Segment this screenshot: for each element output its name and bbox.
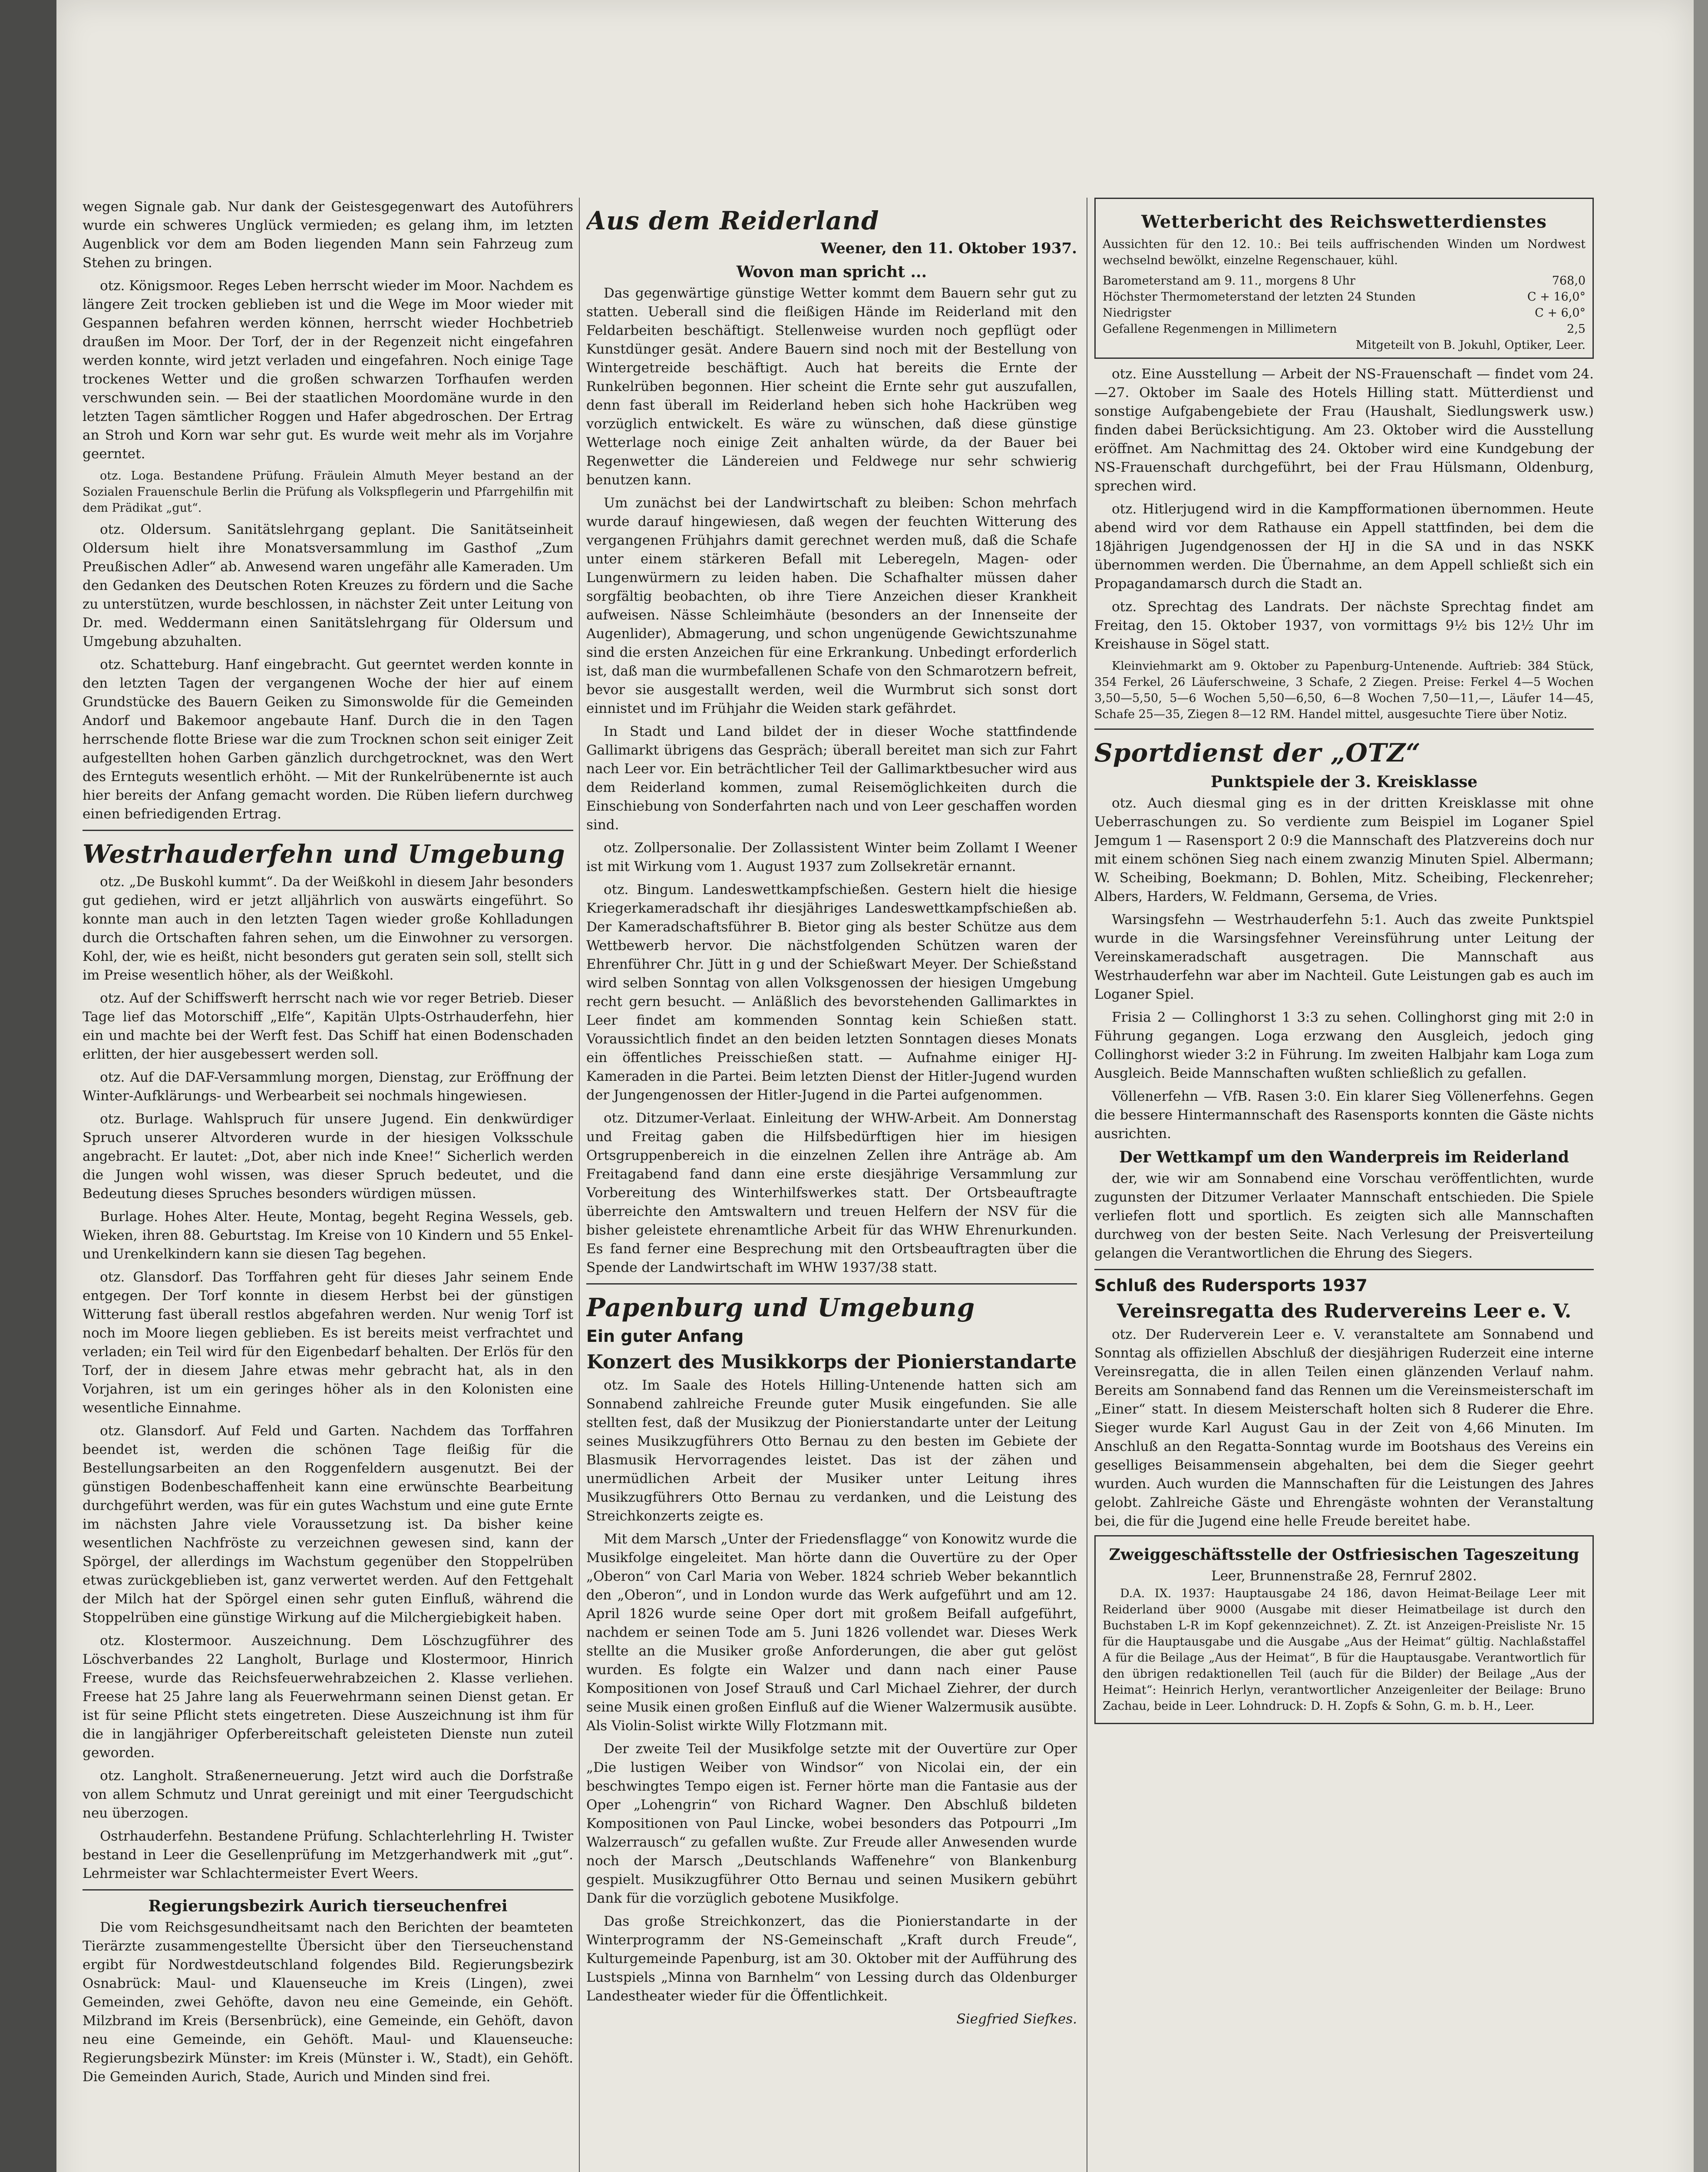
article-text: otz. Königsmoor. Reges Leben herrscht wieder im Moor. Nachdem es längere Zeit trocken geblieben ist und die Wege im Moor wieder mit Gespannen befahren werden können, herrscht wieder Hochbetrieb draußen im Moor. Der Torf, der in der Regenzeit nicht eingefahren werden konnte, wird jetzt verladen und eingefahren. Noch einige Tage trockenes Wetter und die großen schwarzen Torfhaufen werden verschwunden sein. — Bei der staatlichen Moordomäne wurde in den letzten Tagen sämtlicher Roggen und Hafer abgedroschen. Der Ertrag an Stroh und Korn war sehr gut. Es wurde weit mehr als im Vorjahre geerntet. [83, 278, 573, 462]
headline: Vereinsregatta des Rudervereins Leer e. V. [1117, 1300, 1572, 1322]
article-text: otz. Langholt. Straßenerneuerung. Jetzt wird auch die Dorfstraße von allem Schmutz und Unrat gereinigt und mit einer Teergudschicht neu überzogen. [83, 1768, 573, 1821]
subheading: Der Wettkampf um den Wanderpreis im Reiderland [1119, 1148, 1569, 1166]
signature: Siegfried Siefkes. [956, 2011, 1077, 2027]
section-heading: Westrhauderfehn und Umgebung [83, 839, 565, 869]
kicker: Ein guter Anfang [586, 1327, 744, 1346]
article-text: Völlenerfehn — VfB. Rasen 3:0. Ein klarer Sieg Völlenerfehns. Gegen die bessere Hintermannschaft des Rasensports konnten die Gäste nichts ausrichten. [1094, 1089, 1594, 1142]
article-text: Das gegenwärtige günstige Wetter kommt dem Bauern sehr gut zu statten. Ueberall sind die fleißigen Hände im Reiderland mit den Feldarbeiten beschäftigt. Stellenweise wurden noch gepflügt oder Kunstdünger gesät. Andere Bauern sind noch mit der Bestellung von Wintergetreide beschäftigt. Auch hat bereits die Ernte der Runkelrüben begonnen. Hier scheint die Ernte sehr gut auszufallen, denn fast überall im Reiderland heben sich hohe Hackrüben weg vorzüglich entwickelt. Es wäre zu wünschen, daß diese günstige Wetterlage noch einige Zeit anhalten würde, da der Bauer bei Regenwetter die Ländereien und Feldwege nur sehr schwierig benutzen kann. [586, 285, 1077, 488]
weather-row: Barometerstand am 9. 11., morgens 8 Uhr 768,0 [1103, 274, 1586, 288]
weather-row: Niedrigster C + 6,0° [1103, 306, 1586, 320]
article-text: Mit dem Marsch „Unter der Friedensflagge“ von Konowitz wurde die Musikfolge eingeleitet. Man hörte dann die Ouvertüre zu der Oper „Oberon“ von Carl Maria von Weber. 1824 schrieb Weber bekanntlich den „Oberon“, und in London wurde das Werk aufgeführt und am 12. April 1826 wurde seine Oper dort mit großem Beifall aufgeführt, nachdem er seinen Tode am 5. Juni 1826 vollendet war. Dieses Werk stellte an die Musiker große Anforderungen, die aber gut gelöst wurden. Es folgte ein Walzer und dann nach einer Pause Kompositionen von Josef Strauß und Carl Michael Ziehrer, der durch seine Musik einen großen Einfluß auf die Wiener Walzermusik ausübte. Als Violin-Solist wirkte Willy Flotzmann mit. [586, 1531, 1077, 1734]
column-rule [579, 198, 580, 2172]
article-text: otz. Glansdorf. Das Torffahren geht für dieses Jahr seinem Ende entgegen. Der Torf konnte in diesem Herbst bei der günstigen Witterung fast überall restlos abgefahren werden. Nur wenig Torf ist noch im Moore liegen geblieben. Es ist bereits meist verfrachtet und verladen; ein Teil wird für den Eigenbedarf behalten. Der Erlös für den Torf, der in diesem Jahre etwas mehr gebracht hat, als in den Vorjahren, ist um ein geringes höher als in den Kolonisten eine wesentliche Einnahme. [83, 1269, 573, 1416]
market-report: Kleinviehmarkt am 9. Oktober zu Papenburg-Untenende. Auftrieb: 384 Stück, 354 Ferkel, 26 Läuferschweine, 3 Schafe, 2 Ziegen. Preise: Ferkel 4—5 Wochen 3,50—5,50, 5—6 Wochen 5,50—6,50, 6—8 Wochen 7,50—11,—, Läufer 14—45, Schafe 25—35, Ziegen 8—12 RM. Handel mittel, ausgesuchte Tiere über Notiz. [1094, 659, 1594, 721]
dateline: Weener, den 11. Oktober 1937. [820, 240, 1077, 257]
article-text: otz. Ditzumer-Verlaat. Einleitung der WHW-Arbeit. Am Donnerstag und Freitag gaben die Hilfsbedürftigen hier im hiesigen Ortsgruppenbereich in die einzelnen Zellen ihre Anträge ab. Am Freitagabend fand dann eine erste diesjährige Versammlung zur Vorbereitung des Winterhilfswerkes statt. Der Ortsbeauftragte überreichte den Amtswaltern und treuen Helfern der NSV für die bisher geleistete ehrenamtliche Arbeit für das WHW Ehrenurkunden. Es fand ferner eine Besprechung mit den Ortsbeauftragten über die Spende der Landwirtschaft im WHW 1937/38 statt. [586, 1110, 1077, 1275]
weather-box [1094, 198, 1594, 359]
column-3 [1094, 198, 1594, 2172]
article-text: Frisia 2 — Collinghorst 1 3:3 zu sehen. Collinghorst ging mit 2:0 in Führung gegangen. Loga erzwang den Ausgleich, jedoch ging Collinghorst wieder 3:2 in Führung. Im zweiten Halbjahr kam Loga zum Ausgleich. Beide Mannschaften wußten schließlich zu gefallen. [1094, 1010, 1594, 1081]
article-text: otz. Auch diesmal ging es in der dritten Kreisklasse mit ohne Ueberraschungen zu. So verdiente zum Beispiel im Loganer Spiel Jemgum 1 — Rasensport 2 0:9 die Mannschaft des Platzvereins doch nur mit einem schönen Sieg nach einem zwanzig Minuten Spiel. Albermann; W. Scheibing, Boekmann; D. Bohlen, Mitz. Scheibing, Fleckenreher; Albers, Harders, W. Feldmann, Gersema, de Vries. [1094, 795, 1594, 904]
article-text: otz. Auf die DAF-Versammlung morgen, Dienstag, zur Eröffnung der Winter-Aufklärungs- und Werbearbeit sei nochmals hingewiesen. [83, 1069, 573, 1104]
divider [586, 1283, 1077, 1285]
article-text: otz. Auf der Schiffswerft herrscht nach wie vor reger Betrieb. Dieser Tage lief das Motorschiff „Elfe“, Kapitän Ulpts-Ostrhauderfehn, hier ein und machte bei der Werft fest. Das Schiff hat einen Bodenschaden erlitten, der hier ausgebessert werden soll. [83, 990, 573, 1062]
article-text: otz. Burlage. Wahlspruch für unsere Jugend. Ein denkwürdiger Spruch unserer Altvorderen wurde in der hiesigen Volksschule angebracht. Er lautet: „Dot, aber nich inde Knee!“ Sicherlich werden die Jungen wohl wissen, was dieser Spruch bedeutet, und die Bedeutung dieses Spruches besonders würdigen müssen. [83, 1111, 573, 1202]
article-text: otz. Loga. Bestandene Prüfung. Fräulein Almuth Meyer bestand an der Sozialen Frauenschule Berlin die Prüfung als Volkspflegerin und Pfarrgehilfin mit dem Prädikat „gut“. [83, 469, 573, 515]
column-2 [586, 198, 1077, 2172]
article-text: der, wie wir am Sonnabend eine Vorschau veröffentlichten, wurde zugunsten der Ditzumer Verlaater Mannschaft entschieden. Die Spiele verliefen flott und sportlich. Es zeigten sich alle Mannschaften durchweg von der besten Seite. Nach Verlesung der Preisverteilung gelangen die Verantwortlichen die Ehrung des Siegers. [1094, 1171, 1594, 1261]
article-text: otz. „De Buskohl kummt“. Da der Weißkohl in diesem Jahr besonders gut gediehen, wird er jetzt alljährlich von auswärts eingeführt. So konnte man auch in den letzten Tagen wieder große Kohlladungen durch die Ortschaften fahren sehen, um die Einwohner zu versorgen. Kohl, der, wie es heißt, nicht besonders gut geraten sein soll, stellt sich im Preise wesentlich höher, als der Weißkohl. [83, 874, 573, 983]
imprint-heading: Zweiggeschäftsstelle der Ostfriesischen Tageszeitung [1109, 1546, 1579, 1564]
article-text: otz. Glansdorf. Auf Feld und Garten. Nachdem das Torffahren beendet ist, werden die schönen Tage fleißig für die Bestellungsarbeiten an den Roggenfeldern ausgenutzt. Bei der günstigen Bodenbeschaffenheit kann eine erwünschte Bearbeitung durchgeführt werden, was für ein gutes Wachstum und eine gute Ernte im nächsten Jahre viele Voraussetzung ist. Da bisher keine wesentlichen Nachfröste zu verzeichnen gewesen sind, kann der Spörgel, der allerdings im Wachstum gegenüber den Stoppelrüben etwas zurückgeblieben ist, ganz verwertet werden. Auf den Fettgehalt der Milch hat der Spörgel einen sehr guten Einfluß, während die Stoppelrüben eine günstige Wirkung auf die Milchergiebigkeit haben. [83, 1423, 573, 1626]
article-text: Ostrhauderfehn. Bestandene Prüfung. Schlachterlehrling H. Twister bestand in Leer die Gesellenprüfung im Metzgerhandwerk mit „gut“. Lehrmeister war Schlachtermeister Evert Weers. [83, 1828, 573, 1881]
article-text: Die vom Reichsgesundheitsamt nach den Berichten der beamteten Tierärzte zusammengestellte Übersicht über den Tierseuchenstand ergibt für Nordwestdeutschland folgendes Bild. Regierungsbezirk Osnabrück: Maul- und Klauenseuche im Kreis (Lingen), zwei Gemeinden, zwei Gehöfte, davon neu eine Gemeinde, ein Gehöft. Milzbrand im Kreis (Bersenbrück), eine Gemeinde, ein Gehöft, davon neu eine Gemeinde, ein Gehöft. Maul- und Klauenseuche: Regierungsbezirk Münster: im Kreis (Münster i. W., Stadt), ein Gehöft. Die Gemeinden Aurich, Stade, Aurich und Minden sind frei. [83, 1920, 573, 2085]
weather-row: Gefallene Regenmengen in Millimetern 2,5 [1103, 322, 1586, 336]
divider [83, 830, 573, 831]
section-heading: Papenburg und Umgebung [586, 1293, 975, 1322]
headline: Konzert des Musikkorps der Pionierstandarte [586, 1351, 1077, 1373]
imprint-text: D.A. IX. 1937: Hauptausgabe 24 186, davon Heimat-Beilage Leer mit Reiderland über 9000 (Ausgabe mit dieser Heimatbeilage ist durch den Buchstaben L-R im Kopf gekennzeichnet). Z. Zt. ist Anzeigen-Preisliste Nr. 15 für die Hauptausgabe und die Ausgabe „Aus der Heimat“ gültig. Nachlaßstaffel A für die Beilage „Aus der Heimat“, B für die Hauptausgabe. Verantwortlich für den übrigen redaktionellen Teil (auch für die Bilder) der Beilage „Aus der Heimat“: Heinrich Herlyn, verantwortlicher Anzeigenleiter der Beilage: Bruno Zachau, beide in Leer. Lohndruck: D. H. Zopfs & Sohn, G. m. b. H., Leer. [1103, 1587, 1586, 1713]
article-text: Um zunächst bei der Landwirtschaft zu bleiben: Schon mehrfach wurde darauf hingewiesen, daß wegen der feuchten Witterung des vergangenen Frühjahrs damit gerechnet werden muß, daß die Schafe unter einem stärkeren Befall mit Leberegeln, Magen- oder Lungenwürmern zu leiden haben. Die Schafhalter müssen daher sorgfältig beobachten, ob ihre Tiere Anzeichen dieser Krankheit aufweisen. Nässe Schleimhäute (besonders an der Innenseite der Augenlider), Abmagerung, und schon ungenügende Gewichtszunahme sind die ersten Anzeichen für eine Erkrankung. Unbedingt erforderlich ist, daß man die wurmbefallenen Schafe von den Schmarotzern befreit, bevor sie ausgestallt werden, weil die Wurmbrut sich sonst dort einnistet und im Frühjahr die Weiden stark gefährdet. [586, 495, 1077, 716]
section-heading: Sportdienst der „OTZ“ [1094, 738, 1421, 768]
article-text: Das große Streichkonzert, das die Pionierstandarte in der Winterprogramm der NS-Gemeinschaft „Kraft durch Freude“, Kulturgemeinde Papenburg, ist am 30. Oktober mit der Aufführung des Lustspiels „Minna von Barnhelm“ von Lessing durch das Oldenburger Landestheater wieder für die Öffentlichkeit. [586, 1914, 1077, 2004]
subheading: Punktspiele der 3. Kreisklasse [1210, 773, 1478, 791]
imprint-box [1094, 1535, 1594, 1724]
kicker: Schluß des Rudersports 1937 [1094, 1276, 1368, 1295]
article-text: In Stadt und Land bildet der in dieser Woche stattfindende Gallimarkt übrigens das Gespräch; überall bereitet man sich zur Fahrt nach Leer vor. Ein beträchtlicher Teil der Gallimarktbesucher wird aus dem Reiderland kommen, zumal Reisemöglichkeiten durch die Einschiebung von Sonderfahrten nach und von Leer geschaffen worden sind. [586, 724, 1077, 833]
article-text: otz. Im Saale des Hotels Hilling-Untenende hatten sich am Sonnabend zahlreiche Freunde guter Musik eingefunden. Sie alle stellten fest, daß der Musikzug der Pionierstandarte unter der Leitung seines Musikzugführers Otto Bernau zu den besten im Gebiete der Blasmusik Hervorragendes leistet. Das ist der zähen und unermüdlichen Arbeit der Musiker unter Leitung ihres Musikzugführers Otto Bernau zu verdanken, und die Leistung des Streichkonzerts zeigte es. [586, 1377, 1077, 1524]
weather-row: Höchster Thermometerstand der letzten 24 Stunden C + 16,0° [1103, 290, 1586, 304]
article-text: otz. Oldersum. Sanitätslehrgang geplant. Die Sanitätseinheit Oldersum hielt ihre Monatsversammlung im Gasthof „Zum Preußischen Adler“ ab. Anwesend waren ungefähr alle Kameraden. Um den Gedanken des Deutschen Roten Kreuzes zu fördern und die Sache zu unterstützen, wurde beschlossen, in nächster Zeit unter Leitung von Dr. med. Weddermann einen Sanitätslehrgang für Oldersum und Umgebung abzuhalten. [83, 522, 573, 649]
box-heading: Regierungsbezirk Aurich tierseuchenfrei [148, 1897, 508, 1915]
column-1 [83, 198, 573, 2172]
adjacent-page-edge [0, 0, 56, 2172]
article-text: otz. Klostermoor. Auszeichnung. Dem Löschzugführer des Löschverbandes 22 Langholt, Burlage und Klostermoor, Hinrich Freese, wurde das Reichsfeuerwehrabzeichen 2. Klasse verliehen. Freese hat 25 Jahre lang als Feuerwehrmann seinen Dienst getan. Er ist für seine Pflicht stets eingetreten. Diese Auszeichnung ist ihm für die in langjähriger Opferbereitschaft geleisteten Dienste nun zuteil geworden. [83, 1633, 573, 1761]
article-text: otz. Eine Ausstellung — Arbeit der NS-Frauenschaft — findet vom 24.—27. Oktober im Saale des Hotels Hilling statt. Mütterdienst und sonstige Aufgabengebiete der Frau (Haushalt, Siedlungswerk usw.) finden dabei Berücksichtigung. Am 23. Oktober wird die Ausstellung eröffnet. Am Nachmittag des 24. Oktober wird eine Kundgebung der NS-Frauenschaft durchgeführt, bei der Frau Hülsmann, Oldenburg, sprechen wird. [1094, 366, 1594, 494]
article-text: otz. Bingum. Landeswettkampfschießen. Gestern hielt die hiesige Kriegerkameradschaft ihr diesjähriges Landeswettkampfschießen ab. Der Kameradschaftsführer B. Bietor ging als bester Schütze aus dem Wettbewerb hervor. Die nächstfolgenden Schützen waren der Ehrenführer Chr. Jütt in g und der Schießwart Meyer. Der Schießstand wird selben Sonntag von allen Volksgenossen der hiesigen Umgebung recht gern besucht. — Anläßlich des bevorstehenden Gallimarktes in Leer findet am kommenden Sonntag kein Schießen statt. Voraussichtlich findet an den beiden letzten Sonntagen dieses Monats ein öffentliches Preisschießen statt. — Aufnahme einiger HJ-Kameraden in die Partei. Beim letzten Dienst der Hitler-Jugend wurden der Jungengenossen der Hitler-Jugend in die Partei aufgenommen. [586, 882, 1077, 1103]
weather-forecast: Aussichten für den 12. 10.: Bei teils auffrischenden Winden um Nordwest wechselnd bewölkt, einzelne Regenschauer, kühl. [1103, 238, 1586, 267]
subheading: Wovon man spricht ... [736, 263, 927, 281]
article-text: Warsingsfehn — Westrhauderfehn 5:1. Auch das zweite Punktspiel wurde in die Warsingsfehner Vereinsführung unter Leitung der Vereinskameradschaft ausgetragen. Die Mannschaft aus Westrhauderfehn war aber im Nachteil. Gute Leistungen gab es auch im Loganer Spiel. [1094, 912, 1594, 1002]
article-text: otz. Der Ruderverein Leer e. V. veranstaltete am Sonnabend und Sonntag als offiziellen Abschluß der diesjährigen Ruderzeit eine interne Vereinsregatta, die in allen Teilen einen glänzenden Verlauf nahm. Bereits am Sonnabend fand das Rennen um die Vereinsmeisterschaft im „Einer“ statt. In diesem Meisterschaft holten sich 8 Ruderer die Ehre. Sieger wurde Karl August Gau in der Zeit von 4,66 Minuten. Im Anschluß an den Regatta-Sonntag wurde im Bootshaus des Vereins ein geselliges Beisammensein abgehalten, bei dem die Sieger geehrt wurden. Auch wurden die Mannschaften für die Leistungen des Jahres gelobt. Zahlreiche Gäste und Ehrengäste wohnten der Veranstaltung bei, die für die Jugend eine helle Freude bereitet habe. [1094, 1327, 1594, 1529]
article-text: otz. Zollpersonalie. Der Zollassistent Winter beim Zollamt I Weener ist mit Wirkung vom 1. August 1937 zum Zollsekretär ernannt. [586, 840, 1077, 874]
imprint-address: Leer, Brunnenstraße 28, Fernruf 2802. [1211, 1568, 1477, 1584]
article-text: otz. Hitlerjugend wird in die Kampfformationen übernommen. Heute abend wird vor dem Rathause ein Appell stattfinden, bei dem die 18jährigen Jugendgenossen der HJ in die SA und in das NSKK übernommen werden. Die Übernahme, an dem Appell schließt sich ein Propagandamarsch durch die Stadt an. [1094, 501, 1594, 592]
newspaper-page [56, 0, 1694, 2172]
article-text: otz. Schatteburg. Hanf eingebracht. Gut geerntet werden konnte in den letzten Tagen der vergangenen Woche der hier auf einem Grundstücke des Bauern Geiken zu Simonswolde für die Gemeinden Andorf und Bakemoor angebaute Hanf. Durch die in den Tagen herrschende flotte Briese war die zum Trocknen schon seit einiger Zeit aufgestellten hohen Garben gänzlich durchgetrocknet, was den Wert des Ernteguts wesentlich erhöht. — Mit der Runkelrübenernte ist auch hier bereits der Anfang gemacht worden. Die Rüben liefern durchweg einen befriedigenden Ertrag. [83, 657, 573, 822]
divider [1094, 728, 1594, 730]
divider [83, 1889, 573, 1891]
article-text: otz. Sprechtag des Landrats. Der nächste Sprechtag findet am Freitag, den 15. Oktober 1937, von vormittags 9½ bis 12½ Uhr im Kreishause in Sögel statt. [1094, 599, 1594, 652]
article-text: Der zweite Teil der Musikfolge setzte mit der Ouvertüre zur Oper „Die lustigen Weiber von Windsor“ von Nicolai ein, der ein beschwingtes Tempo eigen ist. Ferner hörte man die Fantasie aus der Oper „Lohengrin“ von Richard Wagner. Den Abschluß bildeten Kompositionen von Paul Lincke, wobei besonders das Potpourri „Im Walzerrausch“ zu gefallen wußte. Zur Freude aller Anwesenden wurde noch der Marsch „Deutschlands Waffenehre“ von Blankenburg gespielt. Musikzugführer Otto Bernau und seinen Musikern gebührt Dank für die vorzüglich gebotene Musikfolge. [586, 1741, 1077, 1906]
weather-credit: Mitgeteilt von B. Jokuhl, Optiker, Leer. [1355, 338, 1586, 352]
divider [1094, 1269, 1594, 1270]
section-heading: Aus dem Reiderland [586, 206, 879, 235]
weather-heading: Wetterbericht des Reichswetterdienstes [1141, 212, 1547, 232]
article-text: Burlage. Hohes Alter. Heute, Montag, begeht Regina Wessels, geb. Wieken, ihren 88. Geburtstag. Im Kreise von 10 Kindern und 55 Enkel- und Urenkelkindern kann sie diesen Tag begehen. [83, 1209, 573, 1262]
article-text: wegen Signale gab. Nur dank der Geistesgegenwart des Autoführers wurde ein schweres Unglück vermieden; es gelang ihm, im letzten Augenblick vor dem am Boden liegenden Mann sein Fahrzeug zum Stehen zu bringen. [83, 199, 573, 271]
